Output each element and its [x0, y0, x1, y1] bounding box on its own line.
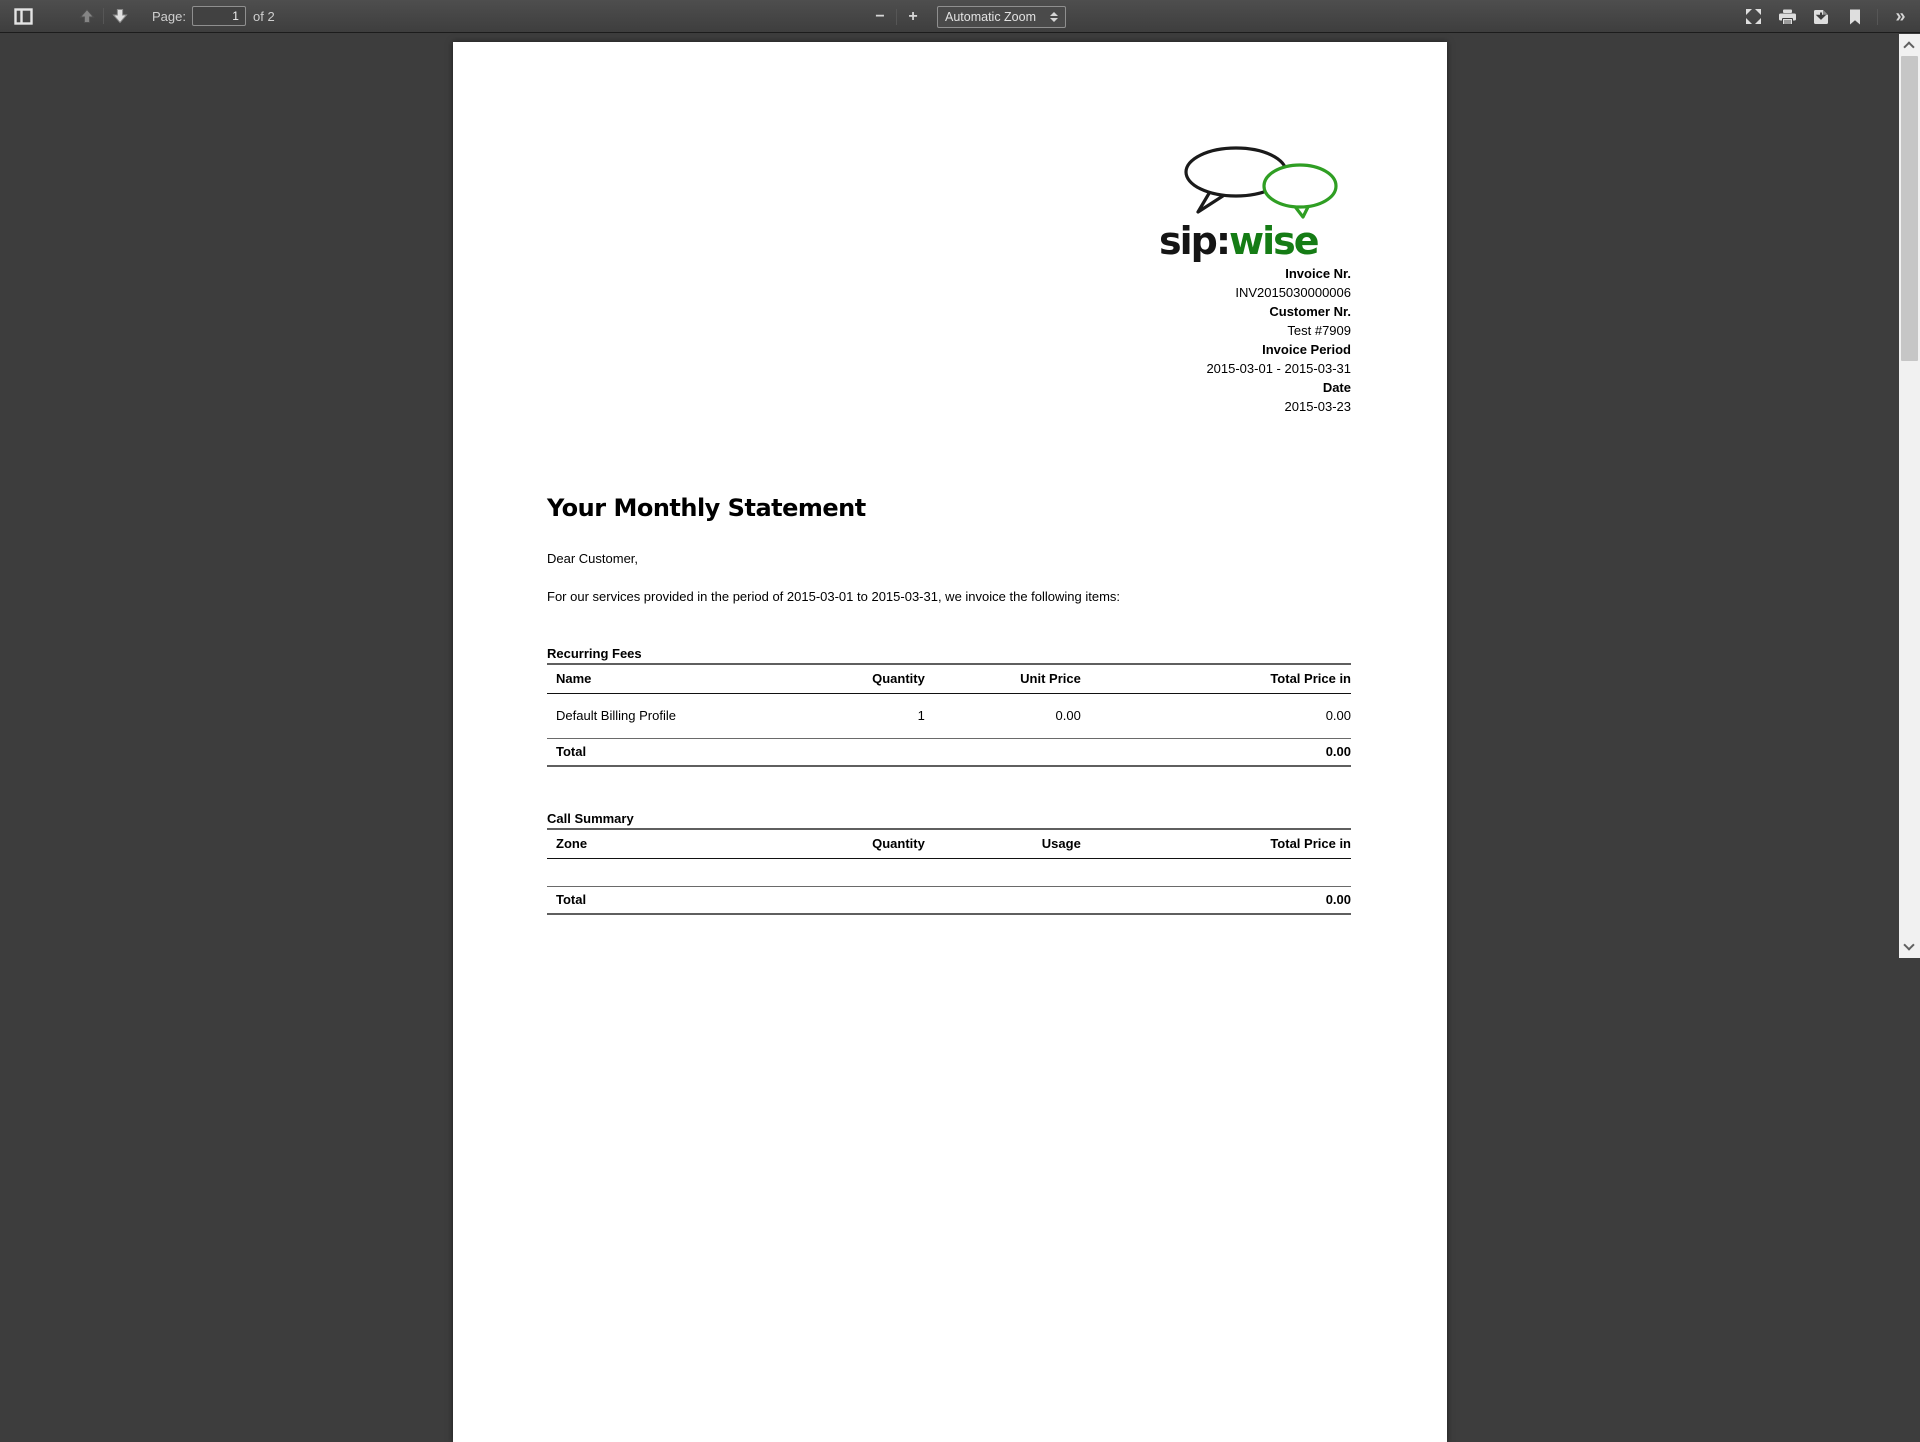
cell-name: Default Billing Profile	[556, 708, 676, 723]
recurring-fees-title: Recurring Fees	[547, 646, 642, 661]
invoice-period-value: 2015-03-01 - 2015-03-31	[1206, 361, 1351, 376]
pdf-page-1	[453, 42, 1447, 1442]
table-header-row	[547, 664, 1351, 693]
scroll-up-icon[interactable]	[1903, 41, 1914, 52]
zoom-out-button[interactable]: −	[866, 4, 894, 30]
presentation-mode-button[interactable]	[1739, 4, 1767, 30]
col-header-usage: Usage	[1041, 836, 1081, 852]
sipwise-logo	[1159, 146, 1367, 263]
invoice-nr-value: INV2015030000006	[1235, 285, 1351, 300]
total-label: Total	[556, 892, 587, 908]
toolbar-right-group	[1739, 0, 1914, 33]
call-summary-title: Call Summary	[547, 811, 634, 826]
zoom-controls	[866, 0, 1066, 33]
logo-speech-bubbles-icon	[1181, 146, 1341, 220]
toolbar-separator	[896, 9, 897, 25]
toolbar-more-button[interactable]: »	[1886, 4, 1914, 30]
print-button[interactable]	[1773, 4, 1801, 30]
logo-text-wise: wise	[1229, 219, 1318, 263]
page-count-label: of 2	[252, 8, 275, 24]
printer-icon	[1778, 9, 1797, 25]
date-label: Date	[1322, 380, 1351, 395]
col-header-total-price: Total Price in	[1270, 836, 1351, 852]
total-label: Total	[556, 744, 587, 760]
previous-page-button[interactable]	[73, 3, 101, 29]
date-value: 2015-03-23	[1284, 399, 1351, 414]
invoice-nr-label: Invoice Nr.	[1285, 266, 1351, 281]
document-title: Your Monthly Statement	[547, 494, 866, 522]
scrollbar-thumb[interactable]	[1901, 56, 1918, 361]
call-summary-table	[547, 828, 1351, 915]
fullscreen-icon	[1745, 8, 1762, 25]
col-header-name: Name	[556, 671, 592, 687]
cell-total-price: 0.00	[1325, 708, 1351, 723]
col-header-quantity: Quantity	[872, 671, 925, 687]
scroll-down-icon[interactable]	[1903, 939, 1914, 950]
col-header-zone: Zone	[556, 836, 588, 852]
table-total-row	[547, 886, 1351, 914]
logo-text-sip: sip:	[1159, 219, 1230, 263]
cell-unit-price: 0.00	[1055, 708, 1081, 723]
vertical-scrollbar[interactable]	[1899, 34, 1920, 958]
next-page-button[interactable]	[106, 3, 134, 29]
invoice-period-label: Invoice Period	[1262, 342, 1351, 357]
arrow-down-icon	[112, 8, 128, 24]
select-arrows-icon	[1050, 12, 1058, 22]
col-header-quantity: Quantity	[872, 836, 925, 852]
sidebar-toggle-button[interactable]	[9, 3, 37, 29]
intro-text: For our services provided in the period of 2015-03-01 to 2015-03-31, we invoice the following items:	[547, 589, 1121, 604]
greeting-text: Dear Customer,	[547, 551, 639, 566]
table-empty-row	[547, 858, 1351, 886]
bookmark-icon	[1848, 9, 1862, 25]
page-number-input[interactable]	[192, 6, 246, 26]
zoom-level-value: Automatic Zoom	[945, 9, 1037, 24]
logo-wordmark	[1159, 219, 1367, 263]
total-value: 0.00	[1325, 744, 1351, 760]
toolbar-separator	[103, 8, 104, 24]
table-total-row	[547, 738, 1351, 766]
page-nav-group	[73, 3, 134, 29]
download-icon	[1813, 9, 1829, 25]
customer-nr-label: Customer Nr.	[1269, 304, 1351, 319]
page-label: Page:	[152, 8, 186, 24]
sidebar-toggle-icon	[14, 8, 33, 25]
table-row	[547, 693, 1351, 738]
toolbar-separator	[1877, 9, 1878, 25]
col-header-total-price: Total Price in	[1270, 671, 1351, 687]
zoom-level-select[interactable]	[937, 6, 1066, 28]
pdf-viewer-toolbar	[0, 0, 1920, 33]
zoom-in-button[interactable]: +	[899, 4, 927, 30]
table-header-row	[547, 829, 1351, 858]
invoice-meta-block	[1206, 264, 1351, 416]
total-value: 0.00	[1325, 892, 1351, 908]
cell-quantity: 1	[917, 708, 925, 723]
download-button[interactable]	[1807, 4, 1835, 30]
recurring-fees-table	[547, 663, 1351, 767]
arrow-up-icon	[79, 8, 95, 24]
customer-nr-value: Test #7909	[1287, 323, 1351, 338]
pdf-viewer-area	[0, 34, 1920, 958]
bookmark-button[interactable]	[1841, 4, 1869, 30]
col-header-unit-price: Unit Price	[1020, 671, 1081, 687]
